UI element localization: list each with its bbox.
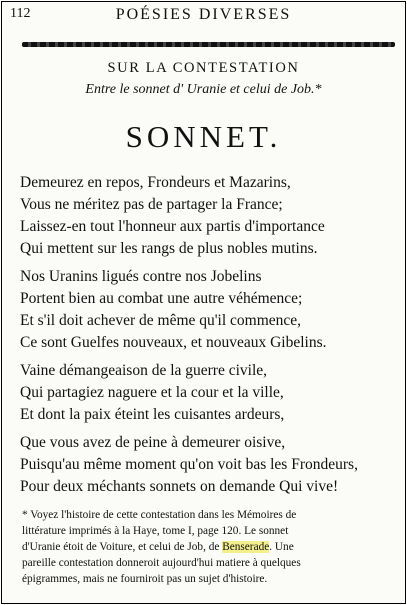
verse-line: Demeurez en repos, Frondeurs et Mazarins, bbox=[20, 174, 291, 191]
verse-line: Qui partagiez naguere et la cour et la ville, bbox=[20, 384, 284, 401]
page-number: 112 bbox=[10, 6, 31, 21]
poem-title: SUR LA CONTESTATION bbox=[107, 60, 300, 76]
verse-line: Vaine démangeaison de la guerre civile, bbox=[20, 362, 268, 379]
footnote-line: littérature imprimés à la Haye, tome I, page 120. Le sonnet bbox=[22, 525, 289, 537]
verse-line: Ce sont Guelfes nouveaux, et nouveaux Gibelins. bbox=[20, 334, 327, 351]
verse-line: Puisqu'au même moment qu'on voit bas les Frondeurs, bbox=[20, 456, 358, 473]
stanza-4 bbox=[20, 432, 400, 498]
poem-genre-heading: SONNET. bbox=[125, 119, 282, 154]
stanza-3 bbox=[20, 360, 400, 426]
verse-line: Vous ne méritez pas de partager la France; bbox=[20, 196, 283, 213]
verse-line: Pour deux méchants sonnets on demande Qui vive! bbox=[20, 478, 339, 495]
footnote-text: d'Uranie étoit de Voiture, et celui de Job, de bbox=[22, 541, 223, 553]
verse-line: Laissez-en tout l'honneur aux partis d'importance bbox=[20, 218, 325, 235]
footnote bbox=[22, 507, 396, 587]
poem-subtitle: Entre le sonnet d' Uranie et celui de Job.* bbox=[85, 82, 322, 97]
verse-line: Et s'il doit achever de même qu'il commence, bbox=[20, 312, 302, 329]
footnote-text: . Une bbox=[269, 541, 294, 553]
footnote-line: épigrammes, mais ne fourniroit pas un sujet d'histoire. bbox=[22, 573, 268, 585]
book-page bbox=[1, 1, 406, 604]
verse-line: Et dont la paix éteint les cuisantes ardeurs, bbox=[20, 406, 285, 423]
verse-line: Nos Uranins ligués contre nos Jobelins bbox=[20, 268, 262, 285]
highlighted-name: Benserade bbox=[222, 541, 270, 553]
verse-line: Portent bien au combat une autre véhémence; bbox=[20, 290, 303, 307]
footnote-line bbox=[22, 539, 396, 555]
footnote-line: * Voyez l'histoire de cette contestation dans les Mémoires de bbox=[22, 509, 297, 521]
stanza-2 bbox=[20, 266, 400, 354]
footnote-line: pareille contestation donneroit aujourd'hui matiere à quelques bbox=[22, 557, 301, 569]
page-header bbox=[2, 4, 405, 26]
verse-line: Qui mettent sur les rangs de plus nobles mutins. bbox=[20, 240, 318, 257]
stanza-1 bbox=[20, 172, 400, 260]
verse-line: Que vous avez de peine à demeurer oisive, bbox=[20, 434, 286, 451]
ornamental-rule bbox=[22, 42, 395, 47]
running-head: POÉSIES DIVERSES bbox=[115, 6, 292, 23]
